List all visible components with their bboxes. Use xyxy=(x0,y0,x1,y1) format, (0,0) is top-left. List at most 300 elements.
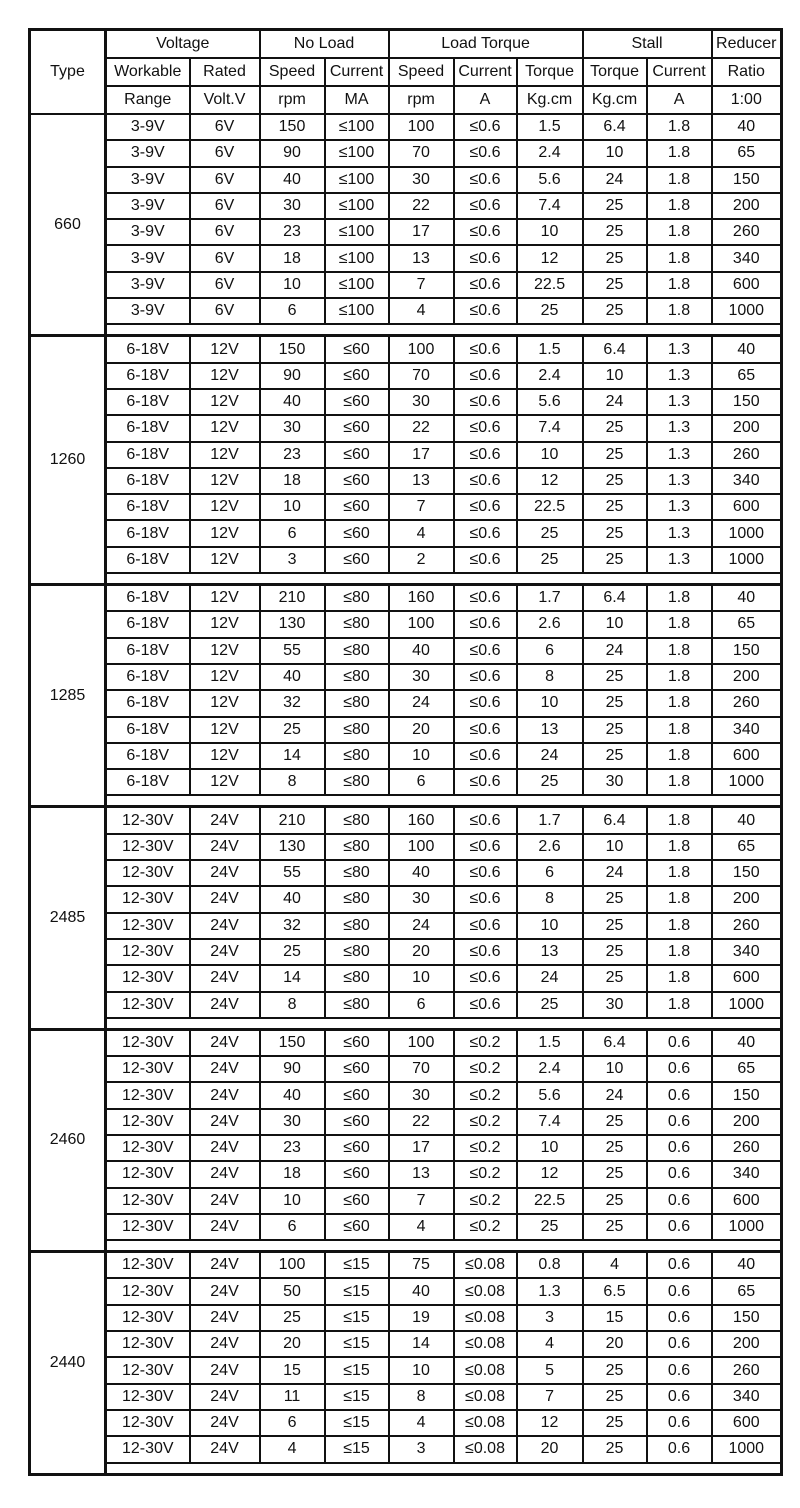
table-row xyxy=(30,1436,782,1462)
table-row xyxy=(30,1109,782,1135)
no-load-speed-cell: 130 xyxy=(260,611,325,637)
load-speed-cell: 17 xyxy=(389,219,454,245)
load-current-cell: ≤0.6 xyxy=(454,245,517,271)
load-torque-cell: 1.7 xyxy=(517,807,583,834)
load-torque-cell: 24 xyxy=(517,743,583,769)
load-torque-cell: 3 xyxy=(517,1305,583,1331)
table-row xyxy=(30,690,782,716)
no-load-speed-cell: 32 xyxy=(260,913,325,939)
load-speed-cell: 40 xyxy=(389,860,454,886)
workable-range-cell: 12-30V xyxy=(106,1357,190,1383)
reducer-ratio-cell: 260 xyxy=(712,1135,782,1161)
workable-range-cell: 6-18V xyxy=(106,363,190,389)
sub-header-stall-current: Current xyxy=(647,58,712,86)
stall-current-cell: 1.8 xyxy=(647,114,712,140)
load-speed-cell: 20 xyxy=(389,939,454,965)
workable-range-cell: 12-30V xyxy=(106,965,190,991)
load-current-cell: ≤0.6 xyxy=(454,992,517,1018)
no-load-current-cell: ≤60 xyxy=(325,1056,389,1082)
unit-load-a: A xyxy=(454,86,517,114)
stall-torque-cell: 4 xyxy=(583,1252,647,1279)
workable-range-cell: 3-9V xyxy=(106,140,190,166)
reducer-ratio-cell: 200 xyxy=(712,1331,782,1357)
workable-range-cell: 12-30V xyxy=(106,860,190,886)
load-torque-cell: 25 xyxy=(517,520,583,546)
rated-volt-cell: 12V xyxy=(190,547,260,573)
table-row xyxy=(30,193,782,219)
stall-torque-cell: 25 xyxy=(583,690,647,716)
load-current-cell: ≤0.6 xyxy=(454,167,517,193)
stall-current-cell: 1.8 xyxy=(647,167,712,193)
rated-volt-cell: 6V xyxy=(190,298,260,324)
table-row xyxy=(30,167,782,193)
no-load-current-cell: ≤80 xyxy=(325,913,389,939)
load-torque-cell: 2.6 xyxy=(517,834,583,860)
stall-current-cell: 1.8 xyxy=(647,886,712,912)
stall-current-cell: 1.3 xyxy=(647,442,712,468)
stall-torque-cell: 24 xyxy=(583,860,647,886)
workable-range-cell: 12-30V xyxy=(106,1109,190,1135)
group-separator-row xyxy=(30,324,782,336)
load-speed-cell: 17 xyxy=(389,442,454,468)
load-torque-cell: 2.6 xyxy=(517,611,583,637)
reducer-ratio-cell: 340 xyxy=(712,717,782,743)
no-load-speed-cell: 30 xyxy=(260,415,325,441)
workable-range-cell: 12-30V xyxy=(106,1252,190,1279)
load-speed-cell: 8 xyxy=(389,1384,454,1410)
workable-range-cell: 6-18V xyxy=(106,611,190,637)
table-row xyxy=(30,965,782,991)
table-row xyxy=(30,1331,782,1357)
stall-torque-cell: 25 xyxy=(583,1214,647,1240)
group-separator xyxy=(106,1463,782,1475)
table-row xyxy=(30,245,782,271)
rated-volt-cell: 24V xyxy=(190,886,260,912)
unit-volt: Volt.V xyxy=(190,86,260,114)
load-torque-group-header: Load Torque xyxy=(389,30,583,59)
load-current-cell: ≤0.6 xyxy=(454,494,517,520)
rated-volt-cell: 6V xyxy=(190,245,260,271)
load-current-cell: ≤0.2 xyxy=(454,1135,517,1161)
no-load-current-cell: ≤80 xyxy=(325,860,389,886)
reducer-ratio-cell: 1000 xyxy=(712,1436,782,1462)
no-load-current-cell: ≤60 xyxy=(325,1188,389,1214)
load-current-cell: ≤0.6 xyxy=(454,298,517,324)
load-speed-cell: 10 xyxy=(389,743,454,769)
stall-torque-cell: 25 xyxy=(583,1188,647,1214)
load-speed-cell: 22 xyxy=(389,1109,454,1135)
load-speed-cell: 100 xyxy=(389,834,454,860)
reducer-ratio-cell: 150 xyxy=(712,167,782,193)
reducer-ratio-cell: 600 xyxy=(712,743,782,769)
stall-current-cell: 1.3 xyxy=(647,520,712,546)
table-header xyxy=(30,30,782,115)
workable-range-cell: 3-9V xyxy=(106,245,190,271)
no-load-speed-cell: 150 xyxy=(260,1029,325,1056)
load-current-cell: ≤0.6 xyxy=(454,611,517,637)
reducer-ratio-cell: 150 xyxy=(712,860,782,886)
load-torque-cell: 2.4 xyxy=(517,1056,583,1082)
reducer-ratio-cell: 1000 xyxy=(712,769,782,795)
load-speed-cell: 40 xyxy=(389,638,454,664)
table-row xyxy=(30,1161,782,1187)
load-speed-cell: 13 xyxy=(389,245,454,271)
stall-current-cell: 1.8 xyxy=(647,913,712,939)
sub-header-ratio: Ratio xyxy=(712,58,782,86)
workable-range-cell: 6-18V xyxy=(106,468,190,494)
stall-torque-cell: 10 xyxy=(583,1056,647,1082)
no-load-speed-cell: 8 xyxy=(260,769,325,795)
load-current-cell: ≤0.6 xyxy=(454,219,517,245)
workable-range-cell: 3-9V xyxy=(106,272,190,298)
reducer-ratio-cell: 1000 xyxy=(712,992,782,1018)
stall-torque-cell: 25 xyxy=(583,717,647,743)
group-separator-row xyxy=(30,1240,782,1252)
rated-volt-cell: 24V xyxy=(190,1082,260,1108)
reducer-ratio-cell: 260 xyxy=(712,442,782,468)
table-row xyxy=(30,807,782,834)
load-current-cell: ≤0.6 xyxy=(454,913,517,939)
table-row xyxy=(30,886,782,912)
no-load-current-cell: ≤60 xyxy=(325,494,389,520)
load-current-cell: ≤0.6 xyxy=(454,114,517,140)
load-torque-cell: 2.4 xyxy=(517,140,583,166)
table-row xyxy=(30,1410,782,1436)
sub-header-load-current: Current xyxy=(454,58,517,86)
type-cell: 2440 xyxy=(30,1252,106,1474)
rated-volt-cell: 24V xyxy=(190,1135,260,1161)
unit-no-load-ma: MA xyxy=(325,86,389,114)
no-load-speed-cell: 32 xyxy=(260,690,325,716)
no-load-current-cell: ≤60 xyxy=(325,415,389,441)
rated-volt-cell: 12V xyxy=(190,363,260,389)
load-speed-cell: 30 xyxy=(389,1082,454,1108)
stall-torque-cell: 10 xyxy=(583,140,647,166)
stall-current-cell: 0.6 xyxy=(647,1188,712,1214)
reducer-ratio-cell: 40 xyxy=(712,807,782,834)
no-load-current-cell: ≤60 xyxy=(325,468,389,494)
sub-header-load-torque: Torque xyxy=(517,58,583,86)
rated-volt-cell: 12V xyxy=(190,585,260,612)
unit-load-kgcm: Kg.cm xyxy=(517,86,583,114)
no-load-current-cell: ≤80 xyxy=(325,664,389,690)
rated-volt-cell: 24V xyxy=(190,939,260,965)
stall-torque-cell: 6.4 xyxy=(583,114,647,140)
stall-torque-cell: 25 xyxy=(583,1135,647,1161)
no-load-current-cell: ≤80 xyxy=(325,743,389,769)
workable-range-cell: 3-9V xyxy=(106,114,190,140)
reducer-ratio-cell: 150 xyxy=(712,638,782,664)
no-load-speed-cell: 23 xyxy=(260,219,325,245)
rated-volt-cell: 24V xyxy=(190,1188,260,1214)
workable-range-cell: 12-30V xyxy=(106,1214,190,1240)
load-torque-cell: 10 xyxy=(517,219,583,245)
no-load-speed-cell: 40 xyxy=(260,1082,325,1108)
workable-range-cell: 12-30V xyxy=(106,807,190,834)
table-row xyxy=(30,1278,782,1304)
no-load-speed-cell: 14 xyxy=(260,965,325,991)
load-speed-cell: 2 xyxy=(389,547,454,573)
workable-range-cell: 12-30V xyxy=(106,1188,190,1214)
table-row xyxy=(30,1357,782,1383)
load-current-cell: ≤0.2 xyxy=(454,1029,517,1056)
table-row xyxy=(30,520,782,546)
load-speed-cell: 30 xyxy=(389,664,454,690)
stall-current-cell: 1.3 xyxy=(647,468,712,494)
load-speed-cell: 70 xyxy=(389,140,454,166)
rated-volt-cell: 12V xyxy=(190,611,260,637)
load-torque-cell: 22.5 xyxy=(517,1188,583,1214)
stall-current-cell: 0.6 xyxy=(647,1029,712,1056)
rated-volt-cell: 12V xyxy=(190,664,260,690)
rated-volt-cell: 24V xyxy=(190,1056,260,1082)
stall-torque-cell: 25 xyxy=(583,520,647,546)
workable-range-cell: 6-18V xyxy=(106,585,190,612)
workable-range-cell: 12-30V xyxy=(106,1082,190,1108)
rated-volt-cell: 24V xyxy=(190,965,260,991)
no-load-speed-cell: 30 xyxy=(260,1109,325,1135)
group-separator-row xyxy=(30,1463,782,1475)
reducer-ratio-cell: 260 xyxy=(712,913,782,939)
load-torque-cell: 1.7 xyxy=(517,585,583,612)
header-sub-row xyxy=(30,58,782,86)
stall-current-cell: 0.6 xyxy=(647,1384,712,1410)
stall-torque-cell: 15 xyxy=(583,1305,647,1331)
load-speed-cell: 22 xyxy=(389,193,454,219)
load-torque-cell: 10 xyxy=(517,1135,583,1161)
group-separator xyxy=(106,1018,782,1030)
table-row xyxy=(30,1135,782,1161)
no-load-current-cell: ≤60 xyxy=(325,1082,389,1108)
rated-volt-cell: 6V xyxy=(190,272,260,298)
load-torque-cell: 25 xyxy=(517,992,583,1018)
load-current-cell: ≤0.2 xyxy=(454,1056,517,1082)
rated-volt-cell: 24V xyxy=(190,1278,260,1304)
group-separator xyxy=(106,573,782,585)
load-speed-cell: 7 xyxy=(389,1188,454,1214)
load-torque-cell: 1.5 xyxy=(517,1029,583,1056)
no-load-current-cell: ≤15 xyxy=(325,1331,389,1357)
table-row xyxy=(30,1056,782,1082)
rated-volt-cell: 12V xyxy=(190,769,260,795)
no-load-speed-cell: 6 xyxy=(260,1214,325,1240)
stall-current-cell: 1.8 xyxy=(647,690,712,716)
no-load-speed-cell: 15 xyxy=(260,1357,325,1383)
load-speed-cell: 4 xyxy=(389,298,454,324)
stall-current-cell: 1.8 xyxy=(647,611,712,637)
no-load-current-cell: ≤60 xyxy=(325,1161,389,1187)
no-load-speed-cell: 20 xyxy=(260,1331,325,1357)
load-torque-cell: 22.5 xyxy=(517,272,583,298)
load-current-cell: ≤0.6 xyxy=(454,860,517,886)
stall-torque-cell: 10 xyxy=(583,363,647,389)
load-speed-cell: 10 xyxy=(389,965,454,991)
load-speed-cell: 13 xyxy=(389,1161,454,1187)
no-load-speed-cell: 25 xyxy=(260,1305,325,1331)
type-cell: 2460 xyxy=(30,1029,106,1251)
load-torque-cell: 13 xyxy=(517,939,583,965)
load-torque-cell: 6 xyxy=(517,638,583,664)
stall-current-cell: 0.6 xyxy=(647,1357,712,1383)
rated-volt-cell: 24V xyxy=(190,1214,260,1240)
load-speed-cell: 100 xyxy=(389,1029,454,1056)
workable-range-cell: 6-18V xyxy=(106,717,190,743)
stall-torque-cell: 10 xyxy=(583,834,647,860)
rated-volt-cell: 24V xyxy=(190,860,260,886)
table-row xyxy=(30,298,782,324)
workable-range-cell: 12-30V xyxy=(106,1135,190,1161)
stall-torque-cell: 6.5 xyxy=(583,1278,647,1304)
load-speed-cell: 40 xyxy=(389,1278,454,1304)
load-current-cell: ≤0.08 xyxy=(454,1252,517,1279)
stall-current-cell: 1.8 xyxy=(647,585,712,612)
stall-current-cell: 1.8 xyxy=(647,298,712,324)
stall-current-cell: 1.8 xyxy=(647,219,712,245)
reducer-ratio-cell: 40 xyxy=(712,336,782,363)
no-load-speed-cell: 90 xyxy=(260,1056,325,1082)
stall-torque-cell: 10 xyxy=(583,611,647,637)
stall-torque-cell: 25 xyxy=(583,1161,647,1187)
table-row xyxy=(30,336,782,363)
load-torque-cell: 5.6 xyxy=(517,1082,583,1108)
no-load-speed-cell: 30 xyxy=(260,193,325,219)
load-speed-cell: 19 xyxy=(389,1305,454,1331)
load-current-cell: ≤0.6 xyxy=(454,336,517,363)
stall-torque-cell: 25 xyxy=(583,1436,647,1462)
table-row xyxy=(30,442,782,468)
no-load-speed-cell: 40 xyxy=(260,886,325,912)
reducer-group-header: Reducer xyxy=(712,30,782,59)
no-load-current-cell: ≤80 xyxy=(325,886,389,912)
no-load-current-cell: ≤15 xyxy=(325,1410,389,1436)
reducer-ratio-cell: 40 xyxy=(712,1029,782,1056)
stall-current-cell: 1.8 xyxy=(647,272,712,298)
workable-range-cell: 12-30V xyxy=(106,1410,190,1436)
stall-current-cell: 0.6 xyxy=(647,1410,712,1436)
no-load-current-cell: ≤80 xyxy=(325,717,389,743)
load-speed-cell: 100 xyxy=(389,114,454,140)
load-torque-cell: 20 xyxy=(517,1436,583,1462)
no-load-speed-cell: 6 xyxy=(260,1410,325,1436)
load-torque-cell: 7.4 xyxy=(517,1109,583,1135)
no-load-speed-cell: 25 xyxy=(260,939,325,965)
load-speed-cell: 7 xyxy=(389,272,454,298)
table-row xyxy=(30,468,782,494)
workable-range-cell: 12-30V xyxy=(106,834,190,860)
load-speed-cell: 13 xyxy=(389,468,454,494)
header-unit-row xyxy=(30,86,782,114)
load-torque-cell: 13 xyxy=(517,717,583,743)
no-load-speed-cell: 55 xyxy=(260,860,325,886)
no-load-speed-cell: 40 xyxy=(260,389,325,415)
reducer-ratio-cell: 40 xyxy=(712,114,782,140)
rated-volt-cell: 24V xyxy=(190,913,260,939)
sub-header-no-load-speed: Speed xyxy=(260,58,325,86)
rated-volt-cell: 6V xyxy=(190,114,260,140)
rated-volt-cell: 12V xyxy=(190,494,260,520)
no-load-speed-cell: 150 xyxy=(260,336,325,363)
stall-current-cell: 1.8 xyxy=(647,193,712,219)
rated-volt-cell: 12V xyxy=(190,389,260,415)
no-load-speed-cell: 50 xyxy=(260,1278,325,1304)
load-current-cell: ≤0.6 xyxy=(454,886,517,912)
stall-torque-cell: 25 xyxy=(583,547,647,573)
load-torque-cell: 8 xyxy=(517,664,583,690)
sub-header-load-speed: Speed xyxy=(389,58,454,86)
stall-torque-cell: 25 xyxy=(583,219,647,245)
stall-torque-cell: 25 xyxy=(583,664,647,690)
reducer-ratio-cell: 65 xyxy=(712,140,782,166)
load-torque-cell: 12 xyxy=(517,245,583,271)
load-torque-cell: 10 xyxy=(517,442,583,468)
workable-range-cell: 12-30V xyxy=(106,1161,190,1187)
workable-range-cell: 6-18V xyxy=(106,389,190,415)
reducer-ratio-cell: 1000 xyxy=(712,1214,782,1240)
no-load-speed-cell: 10 xyxy=(260,1188,325,1214)
workable-range-cell: 12-30V xyxy=(106,1305,190,1331)
load-speed-cell: 70 xyxy=(389,1056,454,1082)
load-torque-cell: 24 xyxy=(517,965,583,991)
table-row xyxy=(30,1082,782,1108)
stall-current-cell: 1.3 xyxy=(647,336,712,363)
load-torque-cell: 0.8 xyxy=(517,1252,583,1279)
load-torque-cell: 5 xyxy=(517,1357,583,1383)
no-load-current-cell: ≤80 xyxy=(325,965,389,991)
no-load-speed-cell: 6 xyxy=(260,298,325,324)
load-current-cell: ≤0.6 xyxy=(454,363,517,389)
load-speed-cell: 4 xyxy=(389,520,454,546)
stall-current-cell: 1.8 xyxy=(647,743,712,769)
no-load-speed-cell: 3 xyxy=(260,547,325,573)
stall-torque-cell: 20 xyxy=(583,1331,647,1357)
no-load-current-cell: ≤80 xyxy=(325,585,389,612)
load-current-cell: ≤0.6 xyxy=(454,965,517,991)
rated-volt-cell: 24V xyxy=(190,1161,260,1187)
stall-torque-cell: 25 xyxy=(583,272,647,298)
load-current-cell: ≤0.2 xyxy=(454,1161,517,1187)
load-speed-cell: 17 xyxy=(389,1135,454,1161)
table-row xyxy=(30,1214,782,1240)
header-group-row xyxy=(30,30,782,59)
stall-torque-cell: 30 xyxy=(583,769,647,795)
load-speed-cell: 24 xyxy=(389,690,454,716)
type-cell: 1260 xyxy=(30,336,106,585)
load-speed-cell: 10 xyxy=(389,1357,454,1383)
workable-range-cell: 6-18V xyxy=(106,769,190,795)
rated-volt-cell: 24V xyxy=(190,834,260,860)
no-load-speed-cell: 23 xyxy=(260,442,325,468)
rated-volt-cell: 12V xyxy=(190,336,260,363)
table-row xyxy=(30,743,782,769)
no-load-current-cell: ≤80 xyxy=(325,834,389,860)
stall-torque-cell: 25 xyxy=(583,1357,647,1383)
load-current-cell: ≤0.08 xyxy=(454,1410,517,1436)
table-row xyxy=(30,547,782,573)
table-row xyxy=(30,219,782,245)
no-load-speed-cell: 11 xyxy=(260,1384,325,1410)
stall-torque-cell: 25 xyxy=(583,442,647,468)
stall-current-cell: 1.3 xyxy=(647,494,712,520)
workable-range-cell: 12-30V xyxy=(106,1056,190,1082)
workable-range-cell: 12-30V xyxy=(106,1029,190,1056)
rated-volt-cell: 12V xyxy=(190,690,260,716)
voltage-group-header: Voltage xyxy=(106,30,260,59)
table-row xyxy=(30,1305,782,1331)
reducer-ratio-cell: 65 xyxy=(712,1056,782,1082)
type-cell: 2485 xyxy=(30,807,106,1029)
load-current-cell: ≤0.08 xyxy=(454,1357,517,1383)
workable-range-cell: 12-30V xyxy=(106,1278,190,1304)
